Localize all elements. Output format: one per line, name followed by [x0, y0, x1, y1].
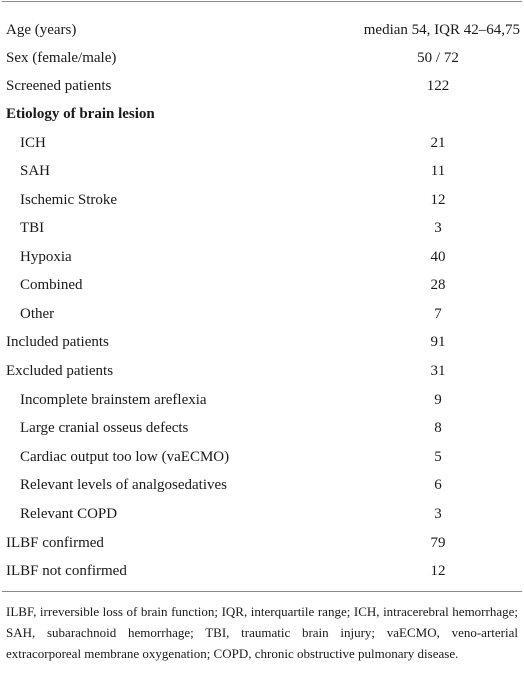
table-row-other: [0, 300, 524, 328]
row-value: 8: [434, 420, 442, 436]
table-row-hypoxia: [0, 243, 524, 271]
table-row-excluded: [0, 357, 524, 385]
table-row-ich: [0, 129, 524, 157]
table-row-included: [0, 328, 524, 356]
row-value: 79: [430, 535, 446, 551]
row-label: ILBF confirmed: [6, 535, 104, 551]
row-value: 12: [430, 192, 446, 208]
row-value: 3: [434, 220, 442, 236]
table-row-ischemic-stroke: [0, 186, 524, 214]
row-label: Large cranial osseus defects: [20, 420, 189, 436]
table-footnote: ILBF, irreversible loss of brain function; IQR, interquartile range; ICH, intracerebral hemorrhage; SAH, subarachnoid hemorrhage; TBI, traumatic brain injury; vaECMO, veno-arterial extracorporeal membrane oxygenation; COPD, chronic obstructive pulmonary disease.: [6, 604, 518, 661]
row-value: 28: [430, 277, 446, 293]
table-section-etiology: [0, 100, 524, 128]
row-value: 6: [434, 477, 442, 493]
row-value: 40: [430, 249, 446, 265]
row-value: 21: [430, 135, 446, 151]
row-label: Relevant levels of analgosedatives: [20, 477, 228, 493]
row-label: ICH: [20, 135, 46, 151]
table-row-cardiac-output: [0, 443, 524, 471]
row-label: Cardiac output too low (vaECMO): [20, 449, 230, 465]
table-row-cranial-defects: [0, 414, 524, 442]
table-top-rule: [2, 1, 522, 2]
section-heading: Etiology of brain lesion: [6, 106, 155, 122]
row-value: 31: [430, 363, 446, 379]
row-label: Included patients: [6, 334, 109, 350]
row-label: Combined: [20, 277, 83, 293]
table-row-screened: [0, 72, 524, 100]
table-row-tbi: [0, 214, 524, 242]
row-label: Relevant COPD: [20, 506, 118, 522]
table-row-sah: [0, 157, 524, 185]
row-label: Sex (female/male): [6, 50, 117, 66]
table-bottom-rule: [2, 591, 522, 592]
table-row-combined: [0, 271, 524, 299]
row-value: 50 / 72: [417, 50, 459, 66]
table-row-analgosedatives: [0, 471, 524, 499]
table-row-sex: [0, 44, 524, 72]
row-value: 122: [426, 78, 450, 94]
row-label: Other: [20, 306, 55, 322]
row-label: Excluded patients: [6, 363, 114, 379]
row-label: Hypoxia: [20, 249, 72, 265]
row-label: Ischemic Stroke: [20, 192, 118, 208]
row-value: 5: [434, 449, 442, 465]
row-value: 9: [434, 392, 442, 408]
row-value: 91: [430, 334, 446, 350]
row-value: 7: [434, 306, 442, 322]
row-label: Incomplete brainstem areflexia: [20, 392, 207, 408]
row-label: Screened patients: [6, 78, 112, 94]
row-value: 11: [430, 163, 446, 179]
table-row-incomplete-areflexia: [0, 386, 524, 414]
row-label: Age (years): [6, 22, 77, 38]
table-row-ilbf-not-confirmed: [0, 557, 524, 585]
row-value: 3: [434, 506, 442, 522]
table-row-ilbf-confirmed: [0, 529, 524, 557]
row-label: TBI: [20, 220, 45, 236]
row-value: median 54, IQR 42–64,75: [363, 22, 520, 38]
row-label: ILBF not confirmed: [6, 563, 127, 579]
table-row-age: [0, 16, 524, 44]
table-row-copd: [0, 500, 524, 528]
row-label: SAH: [20, 163, 51, 179]
row-value: 12: [430, 563, 446, 579]
